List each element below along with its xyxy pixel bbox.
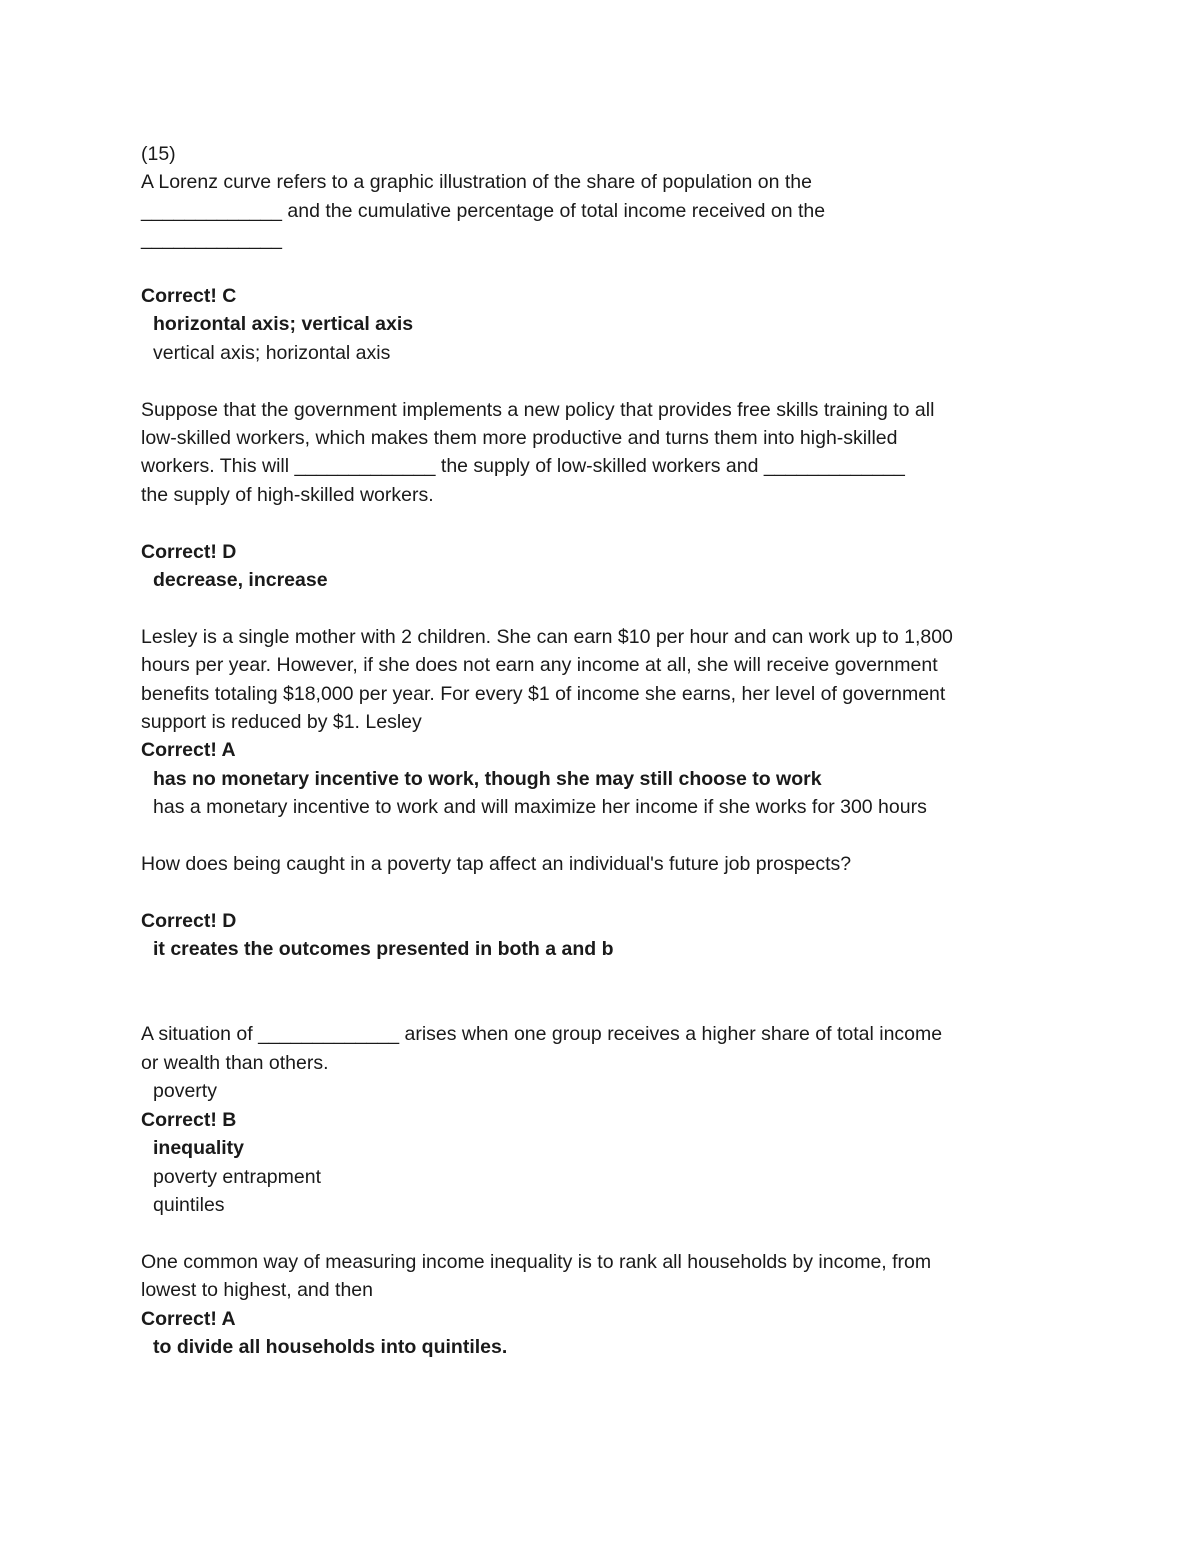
question-text: How does being caught in a poverty tap affect an individual's future job prospects? [141,853,852,876]
correct-label: Correct! C [141,285,237,308]
question-text: benefits totaling $18,000 per year. For every $1 of income she earns, her level of government [141,682,946,705]
question-number: (15) [141,143,176,165]
question-text: workers. This will _____________ the supply of low-skilled workers and _____________ [141,455,905,478]
question-text: _____________ [141,228,282,251]
question-text: A Lorenz curve refers to a graphic illustration of the share of population on the [141,171,812,194]
question-text: support is reduced by $1. Lesley [141,711,422,734]
question-text: One common way of measuring income inequality is to rank all households by income, from [141,1250,932,1273]
question-text: lowest to highest, and then [141,1279,373,1302]
quiz-content [141,140,1071,1361]
answer-option[interactable]: vertical axis; horizontal axis [153,341,391,364]
question-lorenz-curve [141,140,1071,367]
question-inequality [141,1020,1071,1219]
answer-option[interactable]: quintiles [153,1193,225,1216]
answer-option-selected[interactable]: decrease, increase [153,569,328,592]
correct-label: Correct! A [141,739,236,762]
correct-label: Correct! B [141,1108,237,1131]
answer-option-selected[interactable]: horizontal axis; vertical axis [153,313,414,336]
question-text: low-skilled workers, which makes them more productive and turns them into high-skilled [141,427,898,450]
answer-option-selected[interactable]: it creates the outcomes presented in both a and b [153,938,614,961]
question-text: the supply of high-skilled workers. [141,483,434,506]
question-lesley [141,623,1071,822]
answer-option[interactable]: poverty [153,1080,217,1103]
question-text: hours per year. However, if she does not earn any income at all, she will receive government [141,654,938,677]
answer-option-selected[interactable]: has no monetary incentive to work, though she may still choose to work [153,767,822,790]
question-text: A situation of _____________ arises when one group receives a higher share of total income [141,1023,943,1046]
correct-label: Correct! D [141,540,237,563]
correct-label: Correct! A [141,1307,236,1330]
question-poverty-trap [141,850,1071,964]
answer-option-selected[interactable]: inequality [153,1137,245,1160]
question-text: Suppose that the government implements a new policy that provides free skills training to all [141,398,935,421]
question-text: _____________ and the cumulative percentage of total income received on the [141,199,826,222]
answer-option[interactable]: has a monetary incentive to work and will maximize her income if she works for 300 hours [153,796,927,819]
correct-label: Correct! D [141,909,237,932]
question-text: or wealth than others. [141,1051,329,1074]
answer-option[interactable]: poverty entrapment [153,1165,322,1188]
question-text: Lesley is a single mother with 2 children. She can earn $10 per hour and can work up to 1,800 [141,625,953,648]
question-quintiles [141,1248,1071,1362]
answer-option-selected[interactable]: to divide all households into quintiles. [153,1335,508,1358]
question-skills-training [141,396,1071,595]
